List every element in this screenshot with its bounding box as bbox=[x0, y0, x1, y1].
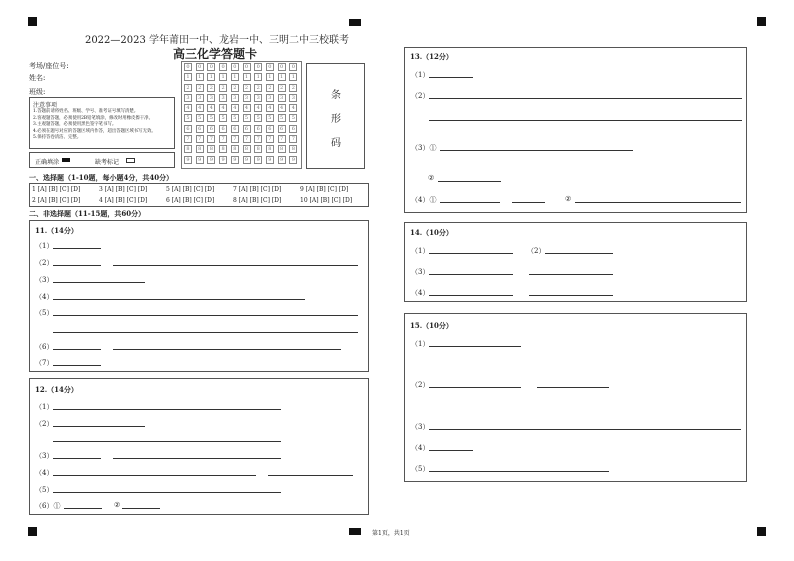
digit-bubble[interactable]: 9 bbox=[184, 156, 192, 164]
class-label: 班级: bbox=[29, 88, 46, 96]
digit-bubble[interactable]: 3 bbox=[231, 94, 239, 102]
digit-bubble[interactable]: 8 bbox=[254, 145, 262, 153]
answer-line[interactable] bbox=[53, 315, 358, 316]
answer-line[interactable] bbox=[529, 274, 613, 275]
digit-bubble[interactable]: 1 bbox=[219, 73, 227, 81]
q13-label: ② bbox=[565, 195, 572, 203]
mc-question[interactable]: 4 [A] [B] [C] [D] bbox=[99, 197, 148, 204]
digit-bubble[interactable]: 1 bbox=[231, 73, 239, 81]
digit-bubble[interactable]: 9 bbox=[219, 156, 227, 164]
digit-bubble[interactable]: 1 bbox=[289, 73, 297, 81]
digit-bubble[interactable]: 1 bbox=[278, 73, 286, 81]
q11-title: 11.（14分） bbox=[35, 226, 78, 235]
digit-bubble[interactable]: 9 bbox=[231, 156, 239, 164]
digit-bubble[interactable]: 0 bbox=[243, 63, 251, 71]
mc-question[interactable]: 1 [A] [B] [C] [D] bbox=[32, 186, 81, 193]
digit-bubble[interactable]: 8 bbox=[266, 145, 274, 153]
registration-mark bbox=[757, 17, 766, 26]
digit-bubble[interactable]: 8 bbox=[289, 145, 297, 153]
missing-mark-label: 缺考标记 bbox=[95, 159, 120, 166]
answer-line[interactable] bbox=[113, 458, 281, 459]
digit-bubble[interactable]: 5 bbox=[207, 114, 215, 122]
digit-bubble[interactable]: 9 bbox=[278, 156, 286, 164]
exam-number-column bbox=[219, 63, 228, 166]
digit-bubble[interactable]: 1 bbox=[254, 73, 262, 81]
exam-number-column bbox=[196, 63, 205, 166]
answer-line[interactable] bbox=[429, 295, 513, 296]
digit-bubble[interactable]: 4 bbox=[266, 104, 274, 112]
answer-line[interactable] bbox=[53, 332, 358, 333]
answer-line[interactable] bbox=[53, 282, 145, 283]
digit-bubble[interactable]: 2 bbox=[278, 84, 286, 92]
digit-bubble[interactable]: 6 bbox=[243, 125, 251, 133]
q14-label: （3） bbox=[411, 268, 430, 276]
registration-mark bbox=[28, 527, 37, 536]
digit-bubble[interactable]: 0 bbox=[266, 63, 274, 71]
answer-line[interactable] bbox=[113, 349, 341, 350]
q15-label: （5） bbox=[411, 465, 430, 473]
answer-line[interactable] bbox=[53, 475, 256, 476]
digit-bubble[interactable]: 9 bbox=[254, 156, 262, 164]
answer-line[interactable] bbox=[122, 508, 160, 509]
digit-bubble[interactable]: 3 bbox=[278, 94, 286, 102]
digit-bubble[interactable]: 5 bbox=[231, 114, 239, 122]
digit-bubble[interactable]: 3 bbox=[219, 94, 227, 102]
digit-bubble[interactable]: 8 bbox=[219, 145, 227, 153]
q11-label: （6） bbox=[35, 343, 54, 351]
notes-item: 4.必须在题号对应的答题区域内作答，超出答题区域书写无效。 bbox=[33, 128, 156, 134]
answer-line[interactable] bbox=[53, 409, 281, 410]
answer-line[interactable] bbox=[545, 253, 613, 254]
exam-number-column bbox=[278, 63, 287, 166]
digit-bubble[interactable]: 8 bbox=[231, 145, 239, 153]
digit-bubble[interactable]: 8 bbox=[184, 145, 192, 153]
mc-question[interactable]: 5 [A] [B] [C] [D] bbox=[166, 186, 215, 193]
digit-bubble[interactable]: 9 bbox=[289, 156, 297, 164]
answer-line[interactable] bbox=[429, 429, 741, 430]
digit-bubble[interactable]: 0 bbox=[184, 63, 192, 71]
exam-number-column bbox=[231, 63, 240, 166]
answer-line[interactable] bbox=[429, 450, 473, 451]
exam-number-column bbox=[207, 63, 216, 166]
q12-label: （6）① bbox=[35, 502, 61, 510]
digit-bubble[interactable]: 6 bbox=[289, 125, 297, 133]
digit-bubble[interactable]: 2 bbox=[207, 84, 215, 92]
digit-bubble[interactable]: 6 bbox=[254, 125, 262, 133]
answer-line[interactable] bbox=[64, 508, 102, 509]
answer-line[interactable] bbox=[512, 202, 545, 203]
digit-bubble[interactable]: 9 bbox=[243, 156, 251, 164]
answer-line[interactable] bbox=[429, 253, 513, 254]
q11-label: （5） bbox=[35, 309, 54, 317]
answer-line[interactable] bbox=[429, 346, 521, 347]
answer-line[interactable] bbox=[53, 426, 145, 427]
section2-title: 二、非选择题（11-15题，共60分） bbox=[29, 209, 146, 218]
digit-bubble[interactable]: 8 bbox=[243, 145, 251, 153]
barcode-char: 条 bbox=[331, 90, 341, 101]
digit-bubble[interactable]: 4 bbox=[219, 104, 227, 112]
exam-number-column bbox=[243, 63, 252, 166]
digit-bubble[interactable]: 2 bbox=[219, 84, 227, 92]
digit-bubble[interactable]: 7 bbox=[254, 135, 262, 143]
digit-bubble[interactable]: 9 bbox=[196, 156, 204, 164]
q12-label: （3） bbox=[35, 452, 54, 460]
mc-question[interactable]: 8 [A] [B] [C] [D] bbox=[233, 197, 282, 204]
mc-question[interactable]: 3 [A] [B] [C] [D] bbox=[99, 186, 148, 193]
q12-title: 12.（14分） bbox=[35, 385, 78, 394]
digit-bubble[interactable]: 5 bbox=[278, 114, 286, 122]
digit-bubble[interactable]: 2 bbox=[266, 84, 274, 92]
digit-bubble[interactable]: 3 bbox=[196, 94, 204, 102]
digit-bubble[interactable]: 4 bbox=[289, 104, 297, 112]
digit-bubble[interactable]: 4 bbox=[243, 104, 251, 112]
digit-bubble[interactable]: 9 bbox=[266, 156, 274, 164]
notes-item: 1.答题前请将姓名、班级、学号、准考证号填写清楚。 bbox=[33, 109, 139, 114]
digit-bubble[interactable]: 5 bbox=[219, 114, 227, 122]
q13-label: （4）① bbox=[411, 196, 437, 204]
digit-bubble[interactable]: 0 bbox=[254, 63, 262, 71]
q14-label: （2） bbox=[527, 247, 546, 255]
digit-bubble[interactable]: 5 bbox=[254, 114, 262, 122]
answer-line[interactable] bbox=[438, 181, 501, 182]
page-number: 第1页，共1页 bbox=[372, 530, 410, 537]
digit-bubble[interactable]: 2 bbox=[196, 84, 204, 92]
mc-question[interactable]: 9 [A] [B] [C] [D] bbox=[300, 186, 349, 193]
q13-label: （3）① bbox=[411, 144, 437, 152]
q12-label: （5） bbox=[35, 486, 54, 494]
answer-line[interactable] bbox=[429, 471, 609, 472]
answer-line[interactable] bbox=[53, 349, 101, 350]
q12-label: ② bbox=[114, 501, 121, 509]
answer-line[interactable] bbox=[268, 475, 353, 476]
digit-bubble[interactable]: 8 bbox=[207, 145, 215, 153]
digit-bubble[interactable]: 6 bbox=[196, 125, 204, 133]
answer-line[interactable] bbox=[53, 492, 281, 493]
q12-label: （2） bbox=[35, 420, 54, 428]
digit-bubble[interactable]: 3 bbox=[184, 94, 192, 102]
notes-item: 5.保持答卷清洁、完整。 bbox=[33, 135, 82, 141]
digit-bubble[interactable]: 7 bbox=[207, 135, 215, 143]
digit-bubble[interactable]: 5 bbox=[289, 114, 297, 122]
exam-number-column bbox=[266, 63, 275, 166]
digit-bubble[interactable]: 1 bbox=[196, 73, 204, 81]
barcode-area bbox=[306, 63, 365, 169]
q12-label: （1） bbox=[35, 403, 54, 411]
section1-title: 一、选择题（1-10题，每小题4分，共40分） bbox=[29, 173, 174, 182]
digit-bubble[interactable]: 5 bbox=[196, 114, 204, 122]
answer-line[interactable] bbox=[53, 299, 305, 300]
mc-question[interactable]: 2 [A] [B] [C] [D] bbox=[32, 197, 81, 204]
digit-bubble[interactable]: 0 bbox=[219, 63, 227, 71]
digit-bubble[interactable]: 3 bbox=[254, 94, 262, 102]
digit-bubble[interactable]: 7 bbox=[219, 135, 227, 143]
digit-bubble[interactable]: 7 bbox=[231, 135, 239, 143]
digit-bubble[interactable]: 3 bbox=[207, 94, 215, 102]
exam-seat-label: 考场/座位号: bbox=[29, 62, 69, 70]
registration-mark bbox=[28, 17, 37, 26]
notes-item: 2.客观题答题，必须使用2B铅笔填涂，修改时用橡皮擦干净。 bbox=[33, 115, 153, 121]
answer-line[interactable] bbox=[440, 202, 500, 203]
fill-example-box bbox=[29, 152, 175, 168]
sheet-title: 高三化学答题卡 bbox=[172, 47, 257, 61]
q15-label: （4） bbox=[411, 444, 430, 452]
q11-label: （3） bbox=[35, 276, 54, 284]
digit-bubble[interactable]: 0 bbox=[278, 63, 286, 71]
digit-bubble[interactable]: 6 bbox=[184, 125, 192, 133]
q11-label: （4） bbox=[35, 293, 54, 301]
digit-bubble[interactable]: 4 bbox=[254, 104, 262, 112]
digit-bubble[interactable]: 0 bbox=[207, 63, 215, 71]
q11-label: （2） bbox=[35, 259, 54, 267]
q13-answer-box bbox=[404, 47, 747, 213]
answer-line[interactable] bbox=[53, 458, 101, 459]
answer-line[interactable] bbox=[575, 202, 741, 203]
answer-line[interactable] bbox=[53, 441, 281, 442]
q12-label: （4） bbox=[35, 469, 54, 477]
digit-bubble[interactable]: 4 bbox=[278, 104, 286, 112]
q12-answer-box bbox=[29, 378, 369, 515]
exam-title: 2022—2023 学年莆田一中、龙岩一中、三明二中三校联考 bbox=[84, 35, 350, 46]
digit-bubble[interactable]: 7 bbox=[278, 135, 286, 143]
digit-bubble[interactable]: 8 bbox=[278, 145, 286, 153]
notes-title: 注意事项 bbox=[33, 102, 58, 109]
digit-bubble[interactable]: 7 bbox=[243, 135, 251, 143]
q13-label: （2） bbox=[411, 92, 430, 100]
digit-bubble[interactable]: 1 bbox=[243, 73, 251, 81]
answer-line[interactable] bbox=[53, 265, 101, 266]
digit-bubble[interactable]: 2 bbox=[289, 84, 297, 92]
digit-bubble[interactable]: 2 bbox=[231, 84, 239, 92]
answer-line[interactable] bbox=[429, 98, 742, 99]
digit-bubble[interactable]: 6 bbox=[207, 125, 215, 133]
correct-fill-label: 正确填涂 bbox=[35, 159, 60, 166]
digit-bubble[interactable]: 6 bbox=[266, 125, 274, 133]
digit-bubble[interactable]: 6 bbox=[219, 125, 227, 133]
notes-box bbox=[29, 97, 175, 149]
registration-mark bbox=[349, 528, 361, 535]
q14-label: （4） bbox=[411, 289, 430, 297]
digit-bubble[interactable]: 5 bbox=[184, 114, 192, 122]
q11-label: （1） bbox=[35, 242, 54, 250]
q15-label: （2） bbox=[411, 381, 430, 389]
answer-line[interactable] bbox=[440, 150, 633, 151]
digit-bubble[interactable]: 4 bbox=[231, 104, 239, 112]
digit-bubble[interactable]: 6 bbox=[278, 125, 286, 133]
q15-title: 15.（10分） bbox=[410, 321, 453, 330]
digit-bubble[interactable]: 2 bbox=[254, 84, 262, 92]
q13-title: 13.（12分） bbox=[410, 52, 453, 61]
q15-label: （3） bbox=[411, 423, 430, 431]
q14-label: （1） bbox=[411, 247, 430, 255]
barcode-char: 形 bbox=[331, 114, 341, 125]
answer-line[interactable] bbox=[429, 120, 742, 121]
digit-bubble[interactable]: 1 bbox=[207, 73, 215, 81]
digit-bubble[interactable]: 3 bbox=[289, 94, 297, 102]
q14-title: 14.（10分） bbox=[410, 228, 453, 237]
q15-label: （1） bbox=[411, 340, 430, 348]
answer-line[interactable] bbox=[537, 387, 609, 388]
digit-bubble[interactable]: 5 bbox=[266, 114, 274, 122]
mc-question[interactable]: 7 [A] [B] [C] [D] bbox=[233, 186, 282, 193]
digit-bubble[interactable]: 4 bbox=[207, 104, 215, 112]
mc-question[interactable]: 6 [A] [B] [C] [D] bbox=[166, 197, 215, 204]
digit-bubble[interactable]: 7 bbox=[266, 135, 274, 143]
digit-bubble[interactable]: 6 bbox=[231, 125, 239, 133]
registration-mark bbox=[757, 527, 766, 536]
answer-line[interactable] bbox=[429, 387, 521, 388]
digit-bubble[interactable]: 8 bbox=[196, 145, 204, 153]
missing-mark-checkbox[interactable] bbox=[126, 158, 135, 163]
q13-label: ② bbox=[428, 174, 435, 182]
answer-line[interactable] bbox=[429, 77, 473, 78]
digit-bubble[interactable]: 4 bbox=[196, 104, 204, 112]
answer-line[interactable] bbox=[113, 265, 358, 266]
answer-line[interactable] bbox=[529, 295, 613, 296]
digit-bubble[interactable]: 1 bbox=[266, 73, 274, 81]
q14-answer-box bbox=[404, 222, 747, 302]
q11-label: （7） bbox=[35, 359, 54, 367]
digit-bubble[interactable]: 7 bbox=[289, 135, 297, 143]
exam-number-column bbox=[289, 63, 298, 166]
digit-bubble[interactable]: 2 bbox=[184, 84, 192, 92]
notes-item: 3.主观题答题，必须使用黑色签字笔书写。 bbox=[33, 122, 117, 128]
digit-bubble[interactable]: 9 bbox=[207, 156, 215, 164]
digit-bubble[interactable]: 3 bbox=[266, 94, 274, 102]
digit-bubble[interactable]: 7 bbox=[184, 135, 192, 143]
digit-bubble[interactable]: 1 bbox=[184, 73, 192, 81]
digit-bubble[interactable]: 0 bbox=[231, 63, 239, 71]
answer-line[interactable] bbox=[429, 274, 513, 275]
answer-line[interactable] bbox=[53, 365, 101, 366]
q13-label: （1） bbox=[411, 71, 430, 79]
answer-line[interactable] bbox=[53, 248, 101, 249]
name-label: 姓名: bbox=[29, 74, 46, 82]
q15-answer-box bbox=[404, 313, 747, 482]
barcode-char: 码 bbox=[331, 138, 341, 149]
digit-bubble[interactable]: 4 bbox=[184, 104, 192, 112]
digit-bubble[interactable]: 0 bbox=[196, 63, 204, 71]
exam-number-column bbox=[254, 63, 263, 166]
digit-bubble[interactable]: 5 bbox=[243, 114, 251, 122]
exam-number-column bbox=[184, 63, 193, 166]
filled-mark-icon bbox=[62, 158, 70, 162]
digit-bubble[interactable]: 0 bbox=[289, 63, 297, 71]
digit-bubble[interactable]: 3 bbox=[243, 94, 251, 102]
digit-bubble[interactable]: 7 bbox=[196, 135, 204, 143]
mc-question[interactable]: 10 [A] [B] [C] [D] bbox=[300, 197, 353, 204]
digit-bubble[interactable]: 2 bbox=[243, 84, 251, 92]
registration-mark bbox=[349, 19, 361, 26]
